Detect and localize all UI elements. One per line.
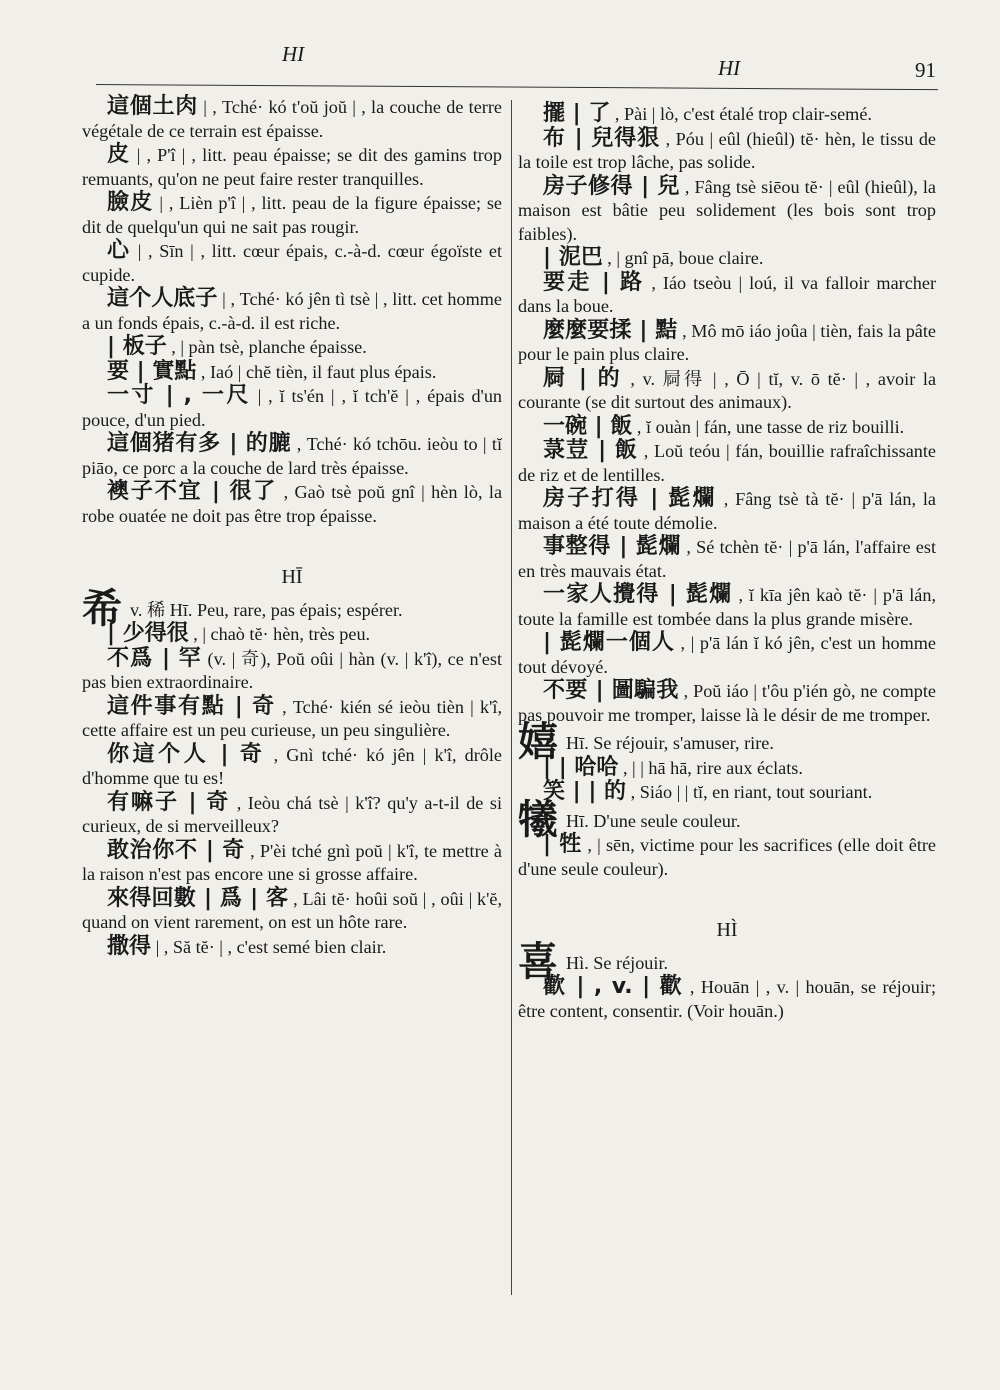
dictionary-entry xyxy=(518,415,936,440)
right-entries xyxy=(518,102,936,727)
entry-chinese: 一家人攪得 | 髭爛 xyxy=(543,582,733,607)
entry-chinese: | 髭爛一個人 xyxy=(543,630,675,655)
entry-chinese: 擺 | 了 xyxy=(543,101,611,126)
dictionary-entry xyxy=(82,360,502,385)
head-entry-hi3 xyxy=(518,938,936,985)
entry-chinese: 麼麼要揉 | 黠 xyxy=(543,317,678,343)
entry-gloss: | , ĭ ts'én | , ĭ tch'ĕ | , épais d'un pouce, d'un pied. xyxy=(82,386,503,430)
dictionary-entry xyxy=(518,175,936,247)
entry-chinese: 一碗 | 飯 xyxy=(543,413,633,439)
head-char: 喜 xyxy=(518,938,558,985)
header-rule xyxy=(96,84,938,90)
dictionary-entry xyxy=(82,143,502,191)
running-head-right: HI xyxy=(718,56,741,80)
dictionary-entry xyxy=(82,743,502,791)
dictionary-entry xyxy=(518,367,936,415)
entry-chinese: 不要 | 圖騙我 xyxy=(543,678,679,703)
entry-gloss: | , Tché· kó jên tì tsè | , litt. cet homme a un fonds épais, c.-à-d. il est riche. xyxy=(82,289,502,333)
dictionary-entry xyxy=(82,191,502,239)
column-rule xyxy=(511,100,512,1295)
entry-gloss: , Tché· kó tchōu. ieòu to | tĭ piāo, ce porc a la couche de lard très épaisse. xyxy=(82,434,503,478)
head-entry-xi xyxy=(518,719,936,765)
dictionary-entry xyxy=(518,271,936,319)
entry-gloss: , Gaò tsè poŭ gnî | hèn lò, la robe ouatée ne doit pas être trop épaisse. xyxy=(82,482,503,526)
entry-gloss: , | p'ā lán ĭ kó jên, c'est un homme tout dévoyé. xyxy=(518,633,936,677)
dictionary-entry xyxy=(518,102,936,127)
dictionary-entry xyxy=(518,780,936,805)
entry-chinese: 不爲 | 罕 xyxy=(107,645,202,671)
xi-entries xyxy=(518,756,936,805)
head-char: 希 xyxy=(82,585,122,632)
entry-chinese: 屙 | 的 xyxy=(543,365,623,391)
section-heading-hi3: HÌ xyxy=(716,919,738,941)
page-number: 91 xyxy=(915,58,936,82)
head-entry-xi2 xyxy=(518,796,936,843)
entry-chinese: 布 | 兒得狠 xyxy=(543,125,661,151)
dictionary-entry xyxy=(518,756,936,781)
entry-gloss: | , Tché· kó t'oŭ joŭ | , la couche de terre végétale de ce terrain est épaisse. xyxy=(82,97,502,141)
entry-chinese: 皮 xyxy=(107,142,131,167)
entry-chinese: 房子修得 | 兒 xyxy=(543,173,680,199)
entry-chinese: 笑 | | 的 xyxy=(543,779,627,804)
entry-chinese: 菉荳 | 飯 xyxy=(543,438,639,463)
entry-gloss: , Iaó | chĕ tièn, il faut plus épais. xyxy=(200,361,437,382)
entry-gloss: , Ieòu chá tsè | k'î? qu'y a-t-il de si curieux, de si merveilleux? xyxy=(82,792,503,836)
section-heading-hi1: HĪ xyxy=(281,566,303,588)
entry-gloss: , Fâng tsè siēou tĕ· | eûl (hieûl), la maison est bâtie peu solidement (les bois sont trop faibles). xyxy=(518,176,936,244)
dictionary-entry xyxy=(518,487,936,535)
entry-gloss: , Lâi tĕ· hoûi soŭ | , oûi | k'ĕ, quand on vient rarement, on est un hôte rare. xyxy=(82,888,503,932)
hi3-entries xyxy=(518,975,936,1023)
head-intro: Hī. D'une seule couleur. xyxy=(566,810,741,831)
entry-gloss: , Sé tchèn tĕ· | p'ā lán, l'affaire est en très mauvais état. xyxy=(518,537,937,581)
entry-chinese: 房子打得 | 髭爛 xyxy=(543,486,717,511)
entry-gloss: | , P'î | , litt. peau épaisse; se dit des gamins trop remuants, qu'on ne peut faire rester tranquilles. xyxy=(82,145,502,189)
dictionary-entry xyxy=(518,583,936,631)
dictionary-entry xyxy=(518,679,936,727)
entry-gloss: , Póu | eûl (hieûl) tĕ· hèn, le tissu de la toile est trop lâche, pas solide. xyxy=(518,128,937,172)
running-head-left: HI xyxy=(282,42,305,66)
entry-chinese: 敢治你不 | 奇 xyxy=(107,837,245,863)
entry-chinese: 來得回數 | 爲 | 客 xyxy=(107,885,289,911)
entry-gloss: , | pàn tsè, planche épaisse. xyxy=(171,337,367,357)
entry-chinese: 歡 | , v. | 歡 xyxy=(543,974,684,999)
entry-chinese: | 板子 xyxy=(107,334,167,359)
entry-chinese: 你這个人 | 奇 xyxy=(107,741,266,767)
entry-gloss: , Loŭ teóu | fán, bouillie rafraîchissante de riz et de lentilles. xyxy=(518,441,937,485)
entry-chinese: 這個猪有多 | 的膔 xyxy=(107,431,292,456)
left-entries xyxy=(82,95,502,528)
entry-gloss: , v. 屙得 | , Ō | tĭ, v. ō tĕ· | , avoir la courante (se dit surtout des animaux). xyxy=(518,368,937,412)
entry-chinese: 一寸 | , 一尺 xyxy=(107,383,251,408)
entry-chinese: 這個土肉 xyxy=(107,94,198,119)
entry-gloss: , ĭ kīa jên kaò tĕ· | p'ā lán, toute la famille est tombée dans la plus grande misère. xyxy=(518,585,936,629)
dictionary-entry xyxy=(518,439,936,487)
entry-gloss: , ĭ ouàn | fán, une tasse de riz bouilli. xyxy=(636,416,905,437)
entry-gloss: , | sēn, victime pour les sacrifices (elle doit être d'une seule couleur). xyxy=(518,835,936,879)
dictionary-entry xyxy=(82,287,502,335)
entry-chinese: 襖子不宜 | 很了 xyxy=(107,479,278,504)
entry-gloss: , Iáo tseòu | loú, il va falloir marcher dans la boue. xyxy=(518,272,937,316)
entry-gloss: , Siáo | | tĭ, en riant, tout souriant. xyxy=(630,782,873,802)
entry-gloss: , Gnì tché· kó jên | k'î, drôle d'homme que tu es! xyxy=(82,744,503,788)
dictionary-entry xyxy=(82,647,502,695)
left-column xyxy=(82,95,502,959)
entry-gloss: , | | hā hā, rire aux éclats. xyxy=(622,757,803,778)
hi1-entries xyxy=(82,622,502,959)
entry-chinese: 臉皮 xyxy=(107,190,154,215)
head-intro: Hì. Se réjouir. xyxy=(566,952,669,973)
dictionary-entry xyxy=(518,246,936,271)
dictionary-entry xyxy=(518,127,936,175)
dictionary-entry xyxy=(518,535,936,583)
dictionary-entry xyxy=(518,631,936,679)
entry-gloss: , Tché· kién sé ieòu tièn | k'î, cette affaire est un peu curieuse, un peu singulière. xyxy=(82,696,503,740)
dictionary-entry xyxy=(82,791,502,839)
entry-gloss: | , Lièn p'î | , litt. peau de la figure épaisse; se dit de quelqu'un qui ne sait pas rougir. xyxy=(82,193,502,237)
entry-gloss: , Fâng tsè tà tĕ· | p'ā lán, la maison a été toute démolie. xyxy=(518,489,936,533)
dictionary-entry xyxy=(82,839,502,887)
entry-gloss: | , Să tĕ· | , c'est semé bien clair. xyxy=(155,936,387,957)
entry-chinese: 事整得 | 髭爛 xyxy=(543,534,682,559)
dictionary-entry xyxy=(82,622,502,647)
dictionary-entry xyxy=(518,319,936,367)
dictionary-entry xyxy=(82,695,502,743)
head-entry-hi1 xyxy=(82,585,502,632)
entry-gloss: | , Sīn | , litt. cœur épais, c.-à-d. cœur égoïste et cupide. xyxy=(82,241,502,285)
entry-gloss: (v. | 奇), Poŭ oûi | hàn (v. | k'î), ce n'est pas bien extraordinaire. xyxy=(82,648,503,692)
dictionary-entry xyxy=(518,975,936,1023)
head-char: 嬉 xyxy=(518,719,558,765)
dictionary-entry xyxy=(518,833,936,881)
dictionary-entry xyxy=(82,935,502,960)
entry-chinese: 撒得 xyxy=(107,933,152,959)
dictionary-entry xyxy=(82,432,502,480)
entry-chinese: 要 | 實點 xyxy=(107,358,197,384)
dictionary-entry xyxy=(82,239,502,287)
xi2-entries xyxy=(518,833,936,881)
entry-chinese: 心 xyxy=(107,238,132,263)
head-intro: v. 稀 Hī. Peu, rare, pas épais; espérer. xyxy=(130,599,403,620)
entry-chinese: 有嘛子 | 奇 xyxy=(107,789,231,815)
entry-gloss: , Pài | lò, c'est étalé trop clair-semé. xyxy=(614,104,872,124)
entry-gloss: , Poŭ iáo | t'ôu p'ién gò, ne compte pas pouvoir me tromper, laisse là le désir de me tromper. xyxy=(518,681,936,725)
dictionary-entry xyxy=(82,384,502,432)
entry-chinese: 這件事有點 | 奇 xyxy=(107,693,276,719)
entry-chinese: | 泥巴 xyxy=(543,245,603,270)
entry-chinese: 要走 | 路 xyxy=(543,269,645,295)
entry-gloss: , P'èi tché gnì poŭ | k'î, te mettre à la raison n'est pas encore une si grosse affaire. xyxy=(82,840,502,884)
dictionary-entry xyxy=(82,480,502,528)
head-intro: Hī. Se réjouir, s'amuser, rire. xyxy=(566,733,774,753)
entry-gloss: , | chaò tĕ· hèn, très peu. xyxy=(193,624,371,644)
entry-chinese: 這个人底子 xyxy=(107,286,218,311)
entry-chinese: | 少得很 xyxy=(107,621,189,646)
entry-chinese: | | 哈哈 xyxy=(543,754,619,780)
entry-gloss: , | gnî pā, boue claire. xyxy=(607,248,764,268)
entry-chinese: | 牲 xyxy=(543,832,583,857)
head-char: 犧 xyxy=(518,796,558,843)
dictionary-entry xyxy=(82,95,502,143)
dictionary-entry xyxy=(82,887,502,935)
right-column xyxy=(518,102,936,1023)
dictionary-entry xyxy=(82,335,502,360)
entry-gloss: , Mô mō iáo joûa | tièn, fais la pâte pour le pain plus claire. xyxy=(518,320,936,364)
entry-gloss: , Houān | , v. | houān, se réjouir; être content, consentir. (Voir houān.) xyxy=(518,977,936,1021)
